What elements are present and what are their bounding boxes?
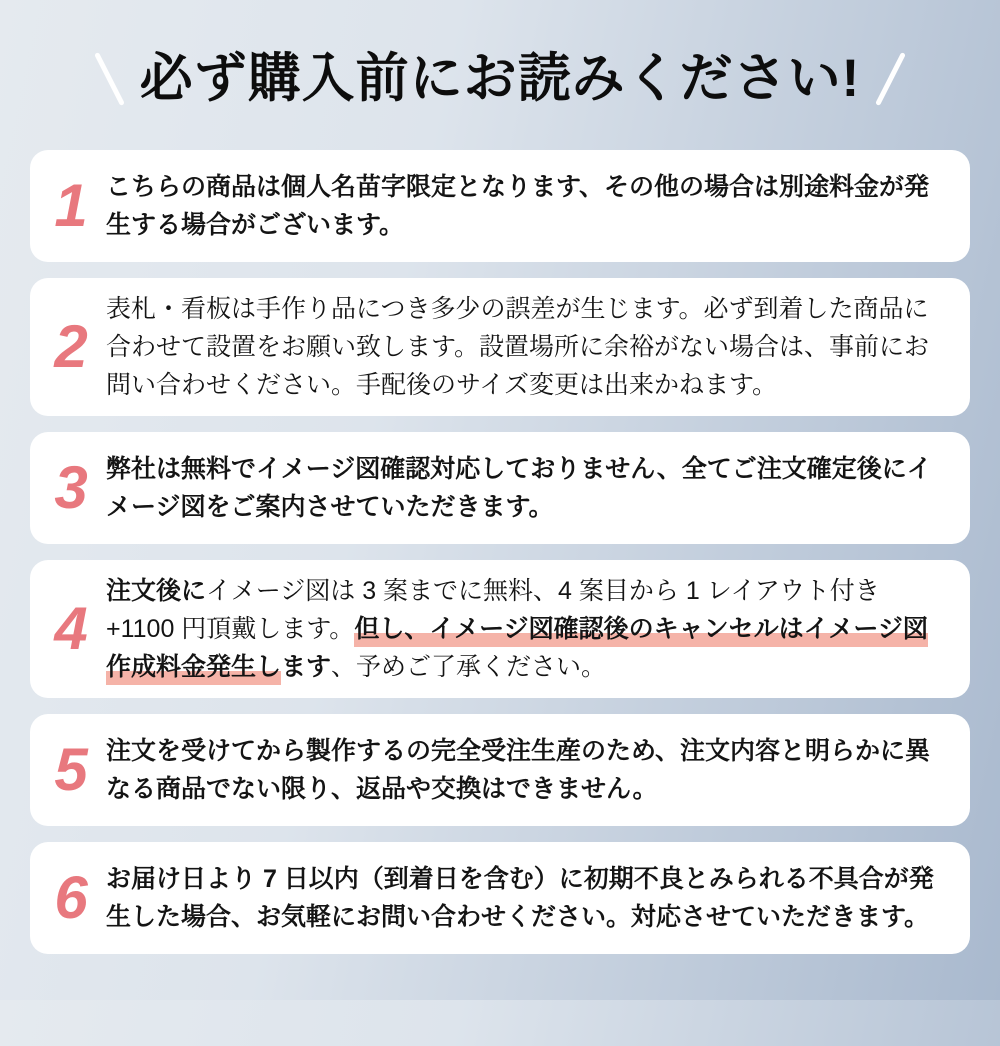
notice-text [106, 860, 970, 936]
notice-list [30, 150, 970, 954]
notice-number: 2 [54, 313, 88, 381]
notice-number: 1 [54, 172, 88, 240]
notice-number: 5 [54, 736, 88, 804]
notice-text-segment: 、予めご了承ください。 [331, 653, 607, 682]
notice-text [106, 450, 970, 526]
notice-text-segment: こちらの商品は個人名苗字限定となります、その他の場合は別途料金が発生する場合がございます。 [106, 173, 930, 240]
notice-text-segment: 弊社は無料でイメージ図確認対応しておりません、全てご注文確定後にイメージ図をご案内させていただきます。 [106, 455, 932, 522]
notice-text [106, 732, 970, 808]
backslash-decoration-icon [94, 52, 125, 106]
notice-text-segment: 注文を受けてから製作するの完全受注生産のため、注文内容と明らかに異なる商品でない限り、返品や交換はできません。 [106, 737, 931, 804]
notice-card [30, 714, 970, 826]
notice-text [106, 572, 970, 686]
notice-text-segment: ます [281, 653, 332, 682]
notice-card [30, 560, 970, 698]
page [0, 46, 1000, 1046]
notice-card [30, 150, 970, 262]
notice-number: 6 [54, 864, 88, 932]
notice-card [30, 842, 970, 954]
notice-text-segment: 注文後に [106, 577, 207, 606]
page-header [0, 46, 1000, 112]
notice-number: 4 [54, 595, 88, 663]
notice-text-segment: 表札・看板は手作り品につき多少の誤差が生じます。必ず到着した商品に合わせて設置をお願い致します。設置場所に余裕がない場合は、事前にお問い合わせください。手配後のサイズ変更は出来かねます。 [106, 295, 930, 400]
slash-decoration-icon [875, 52, 906, 106]
notice-text [106, 290, 970, 404]
notice-card [30, 432, 970, 544]
notice-card [30, 278, 970, 416]
notice-text [106, 168, 970, 244]
notice-number: 3 [54, 454, 88, 522]
notice-text-segment: お届け日より 7 日以内（到着日を含む）に初期不良とみられる不具合が発生した場合、お気軽にお問い合わせください。対応させていただきます。 [106, 865, 934, 932]
notice-text-segment: 但し、イメージ図確認後のキャンセルはイメージ図作成料金発生し [106, 615, 928, 685]
page-title: 必ず購入前にお読みください! [139, 49, 861, 108]
notice-text-segment: イメージ図は 3 案までに無料、4 案目から 1 レイアウト付き +1100 円頂戴します。 [106, 577, 880, 644]
